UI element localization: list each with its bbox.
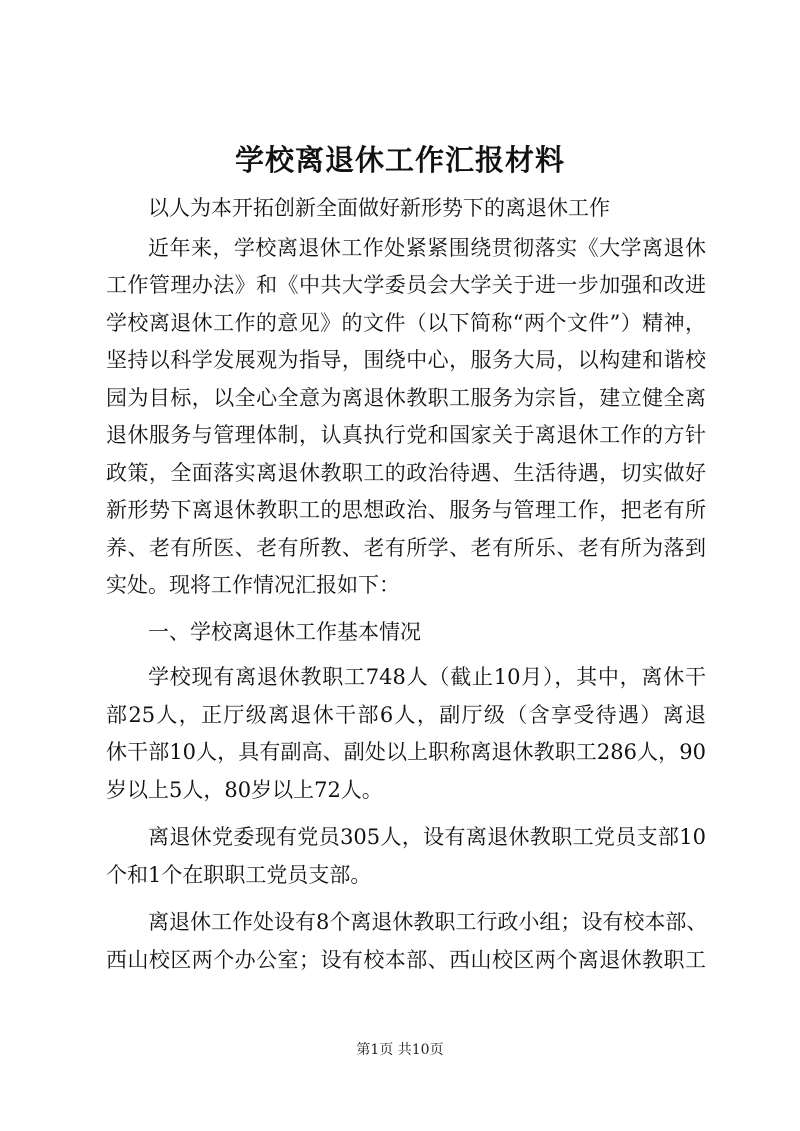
- section-heading: 一、学校离退休工作基本情况: [148, 620, 421, 644]
- paragraph-line: 养、老有所医、老有所教、老有所学、老有所乐、老有所为落到: [106, 536, 706, 560]
- paragraph-line: 岁以上5人，80岁以上72人。: [106, 778, 383, 802]
- document-subtitle: 以人为本开拓创新全面做好新形势下的离退休工作: [148, 196, 610, 220]
- paragraph-line: 休干部10人，具有副高、副处以上职称离退休教职工286人，90: [106, 740, 706, 764]
- paragraph-line: 退休服务与管理体制，认真执行党和国家关于离退休工作的方针: [106, 423, 706, 447]
- paragraph-line: 坚持以科学发展观为指导，围绕中心，服务大局，以构建和谐校: [106, 348, 706, 372]
- document-title: 学校离退休工作汇报材料: [234, 143, 565, 177]
- paragraph-line: 学校现有离退休教职工748人（截止10月），其中，离休干: [148, 665, 706, 689]
- paragraph-line: 新形势下离退休教职工的思想政治、服务与管理工作，把老有所: [106, 498, 706, 522]
- paragraph-line: 个和1个在职职工党员支部。: [106, 863, 372, 887]
- paragraph-line: 西山校区两个办公室；设有校本部、西山校区两个离退休教职工: [106, 948, 706, 972]
- paragraph-line: 近年来，学校离退休工作处紧紧围绕贯彻落实《大学离退休: [148, 236, 706, 260]
- paragraph-line: 工作管理办法》和《中共大学委员会大学关于进一步加强和改进: [106, 273, 706, 297]
- paragraph-line: 学校离退休工作的意见》的文件（以下简称“两个文件”）精神，: [106, 311, 706, 335]
- paragraph-line: 园为目标，以全心全意为离退休教职工服务为宗旨，建立健全离: [106, 386, 706, 410]
- paragraph-line: 实处。现将工作情况汇报如下：: [106, 573, 400, 597]
- paragraph-line: 离退休工作处设有8个离退休教职工行政小组；设有校本部、: [148, 910, 708, 934]
- paragraph-line: 政策，全面落实离退休教职工的政治待遇、生活待遇，切实做好: [106, 461, 706, 485]
- page-number-footer: 第1页 共10页: [356, 1042, 444, 1058]
- paragraph-line: 部25人，正厅级离退休干部6人，副厅级（含享受待遇）离退: [106, 703, 706, 727]
- paragraph-line: 离退休党委现有党员305人，设有离退休教职工党员支部10: [148, 825, 706, 849]
